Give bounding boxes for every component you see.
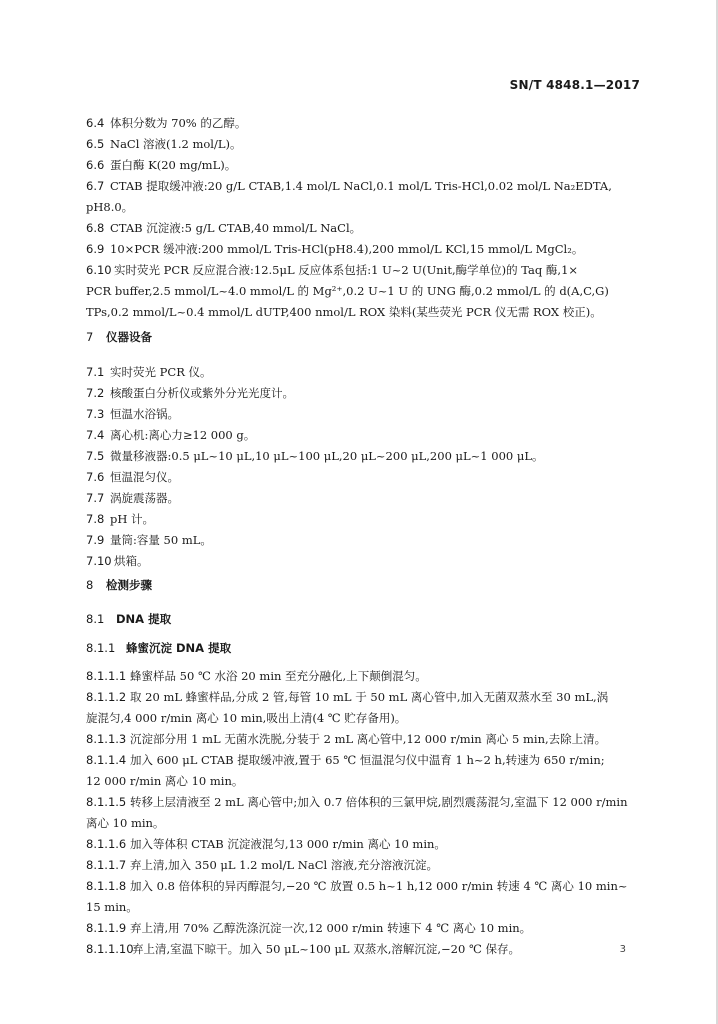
section-8-1-heading: 8.1 DNA 提取 bbox=[86, 612, 172, 626]
section-7-list bbox=[86, 362, 640, 572]
section-7-heading: 7 仪器设备 bbox=[86, 330, 152, 344]
list-item: 8.1.1.3 沉淀部分用 1 mL 无菌水洗脱,分装于 2 mL 离心管中,12 000 r/min 离心 5 min,去除上清。 bbox=[86, 732, 607, 746]
list-item: 6.10 实时荧光 PCR 反应混合液:12.5μL 反应体系包括:1 U~2 U(Unit,酶学单位)的 Taq 酶,1× bbox=[86, 263, 579, 277]
list-item-continuation: 15 min。 bbox=[86, 900, 138, 914]
section-6-list bbox=[86, 113, 640, 323]
section-8-steps bbox=[86, 666, 640, 960]
list-item: 7.8 pH 计。 bbox=[86, 512, 155, 526]
list-item: 8.1.1.7 弃上清,加入 350 μL 1.2 mol/L NaCl 溶液,充分溶液沉淀。 bbox=[86, 858, 439, 872]
list-item: 8.1.1.6 加入等体积 CTAB 沉淀液混匀,13 000 r/min 离心 10 min。 bbox=[86, 837, 446, 851]
list-item-continuation: 旋混匀,4 000 r/min 离心 10 min,吸出上清(4 ℃ 贮存备用)。 bbox=[86, 711, 407, 725]
list-item-continuation: PCR buffer,2.5 mmol/L~4.0 mmol/L 的 Mg²⁺,0.2 U~1 U 的 UNG 酶,0.2 mmol/L 的 d(A,C,G) bbox=[86, 284, 609, 298]
list-item-continuation: 12 000 r/min 离心 10 min。 bbox=[86, 774, 244, 788]
list-item: 6.5 NaCl 溶液(1.2 mol/L)。 bbox=[86, 137, 242, 151]
page-number: 3 bbox=[619, 944, 626, 955]
list-item-continuation: TPs,0.2 mmol/L~0.4 mmol/L dUTP,400 nmol/L ROX 染料(某些荧光 PCR 仪无需 ROX 校正)。 bbox=[86, 305, 602, 319]
list-item: 6.9 10×PCR 缓冲液:200 mmol/L Tris-HCl(pH8.4),200 mmol/L KCl,15 mmol/L MgCl₂。 bbox=[86, 242, 584, 256]
list-item: 8.1.1.9 弃上清,用 70% 乙醇洗涤沉淀一次,12 000 r/min 转速下 4 ℃ 离心 10 min。 bbox=[86, 921, 532, 935]
list-item: 8.1.1.5 转移上层清液至 2 mL 离心管中;加入 0.7 倍体积的三氯甲烷,剧烈震荡混匀,室温下 12 000 r/min bbox=[86, 795, 628, 809]
list-item: 7.9 量筒:容量 50 mL。 bbox=[86, 533, 212, 547]
list-item: 6.7 CTAB 提取缓冲液:20 g/L CTAB,1.4 mol/L NaCl,0.1 mol/L Tris-HCl,0.02 mol/L Na₂EDTA, bbox=[86, 179, 612, 193]
list-item-continuation: 离心 10 min。 bbox=[86, 816, 165, 830]
list-item: 7.7 涡旋震荡器。 bbox=[86, 491, 179, 505]
section-8-1-1-heading: 8.1.1 蜂蜜沉淀 DNA 提取 bbox=[86, 641, 232, 655]
list-item: 6.6 蛋白酶 K(20 mg/mL)。 bbox=[86, 158, 237, 172]
list-item: 8.1.1.1 蜂蜜样品 50 ℃ 水浴 20 min 至充分融化,上下颠倒混匀。 bbox=[86, 669, 427, 683]
list-item: 7.6 恒温混匀仪。 bbox=[86, 470, 179, 484]
list-item: 8.1.1.8 加入 0.8 倍体积的异丙醇混匀,−20 ℃ 放置 0.5 h~1 h,12 000 r/min 转速 4 ℃ 离心 10 min~ bbox=[86, 879, 628, 893]
list-item: 7.10 烘箱。 bbox=[86, 554, 149, 568]
list-item: 8.1.1.4 加入 600 μL CTAB 提取缓冲液,置于 65 ℃ 恒温混匀仪中温育 1 h~2 h,转速为 650 r/min; bbox=[86, 753, 605, 767]
list-item: 7.1 实时荧光 PCR 仪。 bbox=[86, 365, 212, 379]
standard-code: SN/T 4848.1—2017 bbox=[509, 78, 640, 92]
list-item: 7.3 恒温水浴锅。 bbox=[86, 407, 179, 421]
list-item: 7.4 离心机:离心力≥12 000 g。 bbox=[86, 428, 256, 442]
list-item-continuation: pH8.0。 bbox=[86, 200, 134, 214]
section-8-heading: 8 检测步骤 bbox=[86, 578, 152, 592]
list-item: 8.1.1.10弃上清,室温下晾干。加入 50 μL~100 μL 双蒸水,溶解沉淀,−20 ℃ 保存。 bbox=[86, 942, 520, 956]
list-item: 7.5 微量移液器:0.5 μL~10 μL,10 μL~100 μL,20 μL~200 μL,200 μL~1 000 μL。 bbox=[86, 449, 544, 463]
list-item: 6.8 CTAB 沉淀液:5 g/L CTAB,40 mmol/L NaCl。 bbox=[86, 221, 362, 235]
list-item: 6.4 体积分数为 70% 的乙醇。 bbox=[86, 116, 247, 130]
list-item: 7.2 核酸蛋白分析仪或紫外分光光度计。 bbox=[86, 386, 294, 400]
list-item: 8.1.1.2 取 20 mL 蜂蜜样品,分成 2 管,每管 10 mL 于 50 mL 离心管中,加入无菌双蒸水至 30 mL,涡 bbox=[86, 690, 609, 704]
